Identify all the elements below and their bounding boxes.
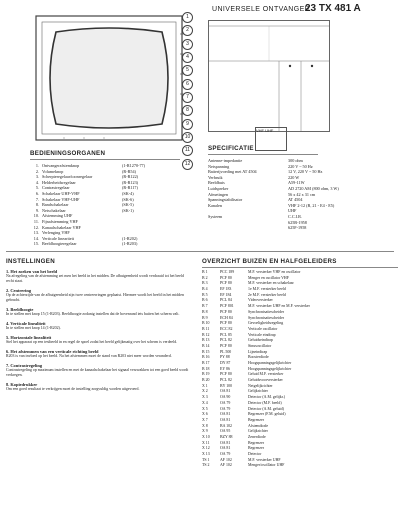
control-label: Helderheidsregelaar bbox=[42, 179, 76, 185]
tube-row bbox=[202, 463, 398, 469]
tube-code: X 5 bbox=[202, 406, 208, 411]
instellingen-section bbox=[6, 258, 192, 392]
tube-code: X 6 bbox=[202, 412, 208, 417]
instelling-title: 8. Kopiedrukker bbox=[6, 382, 38, 387]
tube-function: 2e M.F. versterker beeld bbox=[248, 292, 286, 297]
spec-key: Afmetingen bbox=[208, 191, 229, 197]
tube-type: BZY 88 bbox=[220, 434, 233, 439]
controls-heading: BEDIENINGSORGANEN bbox=[30, 150, 106, 157]
tube-type: OA 81 bbox=[220, 446, 231, 451]
tube-function: Videoversterker bbox=[248, 298, 273, 303]
tube-function: Detector (A.M. gelijkr.) bbox=[248, 395, 286, 400]
tube-code: B 4 bbox=[202, 287, 208, 292]
tube-code: B 2 bbox=[202, 275, 208, 280]
spec-value: 220 W bbox=[288, 174, 300, 180]
tube-type: OA 79 bbox=[220, 400, 231, 405]
callout-marker: 5 bbox=[182, 65, 193, 76]
instelling-title: 5. Horizontale linealiteit bbox=[6, 335, 52, 340]
tube-code: X 8 bbox=[202, 423, 208, 428]
tube-type: BA 102 bbox=[220, 423, 232, 428]
tube-code: X 11 bbox=[202, 440, 210, 445]
instellingen-heading: INSTELLINGEN bbox=[6, 258, 55, 265]
control-ref: (R-R54) bbox=[122, 168, 136, 174]
tube-type: EF 183 bbox=[220, 287, 232, 292]
spec-key: Systeem bbox=[208, 213, 223, 219]
spec-key bbox=[208, 225, 288, 231]
spec-value: UHF bbox=[288, 208, 297, 214]
tube-code: B 1 bbox=[202, 270, 208, 274]
tube-code: B 17 bbox=[202, 361, 210, 365]
instelling-text: Op de achterzijde van de afbuigeenheid zijn twee centreerringen geplaatst. Hiermee wordt het beeld in het midden gebracht. bbox=[6, 293, 184, 302]
tube-type: PCF 80 bbox=[220, 372, 232, 377]
tube-code: X 7 bbox=[202, 417, 208, 422]
tubes-list bbox=[202, 270, 398, 469]
specs-section bbox=[208, 145, 388, 231]
instelling-title: 1. Het zoeken van het beeld bbox=[6, 269, 58, 274]
tube-type: PCF 801 bbox=[220, 304, 234, 309]
specs-heading: SPECIFICATIE bbox=[208, 145, 254, 152]
tube-code: B 8 bbox=[202, 309, 208, 314]
control-ref: (SK-4) bbox=[122, 190, 134, 196]
control-number: 2. bbox=[35, 168, 39, 174]
tube-type: PCF 80 bbox=[220, 321, 232, 326]
spec-key: Kanalen bbox=[208, 202, 222, 208]
spec-key: Spanningstabilisator bbox=[208, 197, 243, 203]
tube-function: Gevoeligheidsregeling bbox=[248, 321, 284, 326]
tube-code: B 9 bbox=[202, 315, 208, 320]
instelling-text: In te stellen met knop 15 (1-R203). Beeldhoogte zodanig instellen dat de bovenrand iets buiten het scherm valt. bbox=[6, 312, 180, 316]
tube-type: PCC 189 bbox=[220, 270, 235, 274]
tube-code: X 12 bbox=[202, 446, 210, 451]
instelling-title: 7. Contrastregeling bbox=[6, 363, 43, 368]
tube-type: OA 90 bbox=[220, 395, 231, 400]
spec-row bbox=[208, 225, 388, 231]
callout-marker: 11 bbox=[182, 145, 193, 156]
tube-function: Sinusoscillator bbox=[248, 343, 272, 348]
tube-code: X 1 bbox=[202, 383, 208, 388]
instellingen-list bbox=[6, 269, 192, 392]
control-number: 10. bbox=[33, 213, 39, 219]
tube-function: Menger/oscillator UHF bbox=[248, 463, 285, 468]
controls-section bbox=[30, 150, 180, 247]
tube-code: B 10 bbox=[202, 321, 210, 326]
document-title: UNIVERSELE ONTVANGER bbox=[212, 6, 311, 13]
tube-function: Gelijkrichter bbox=[248, 389, 268, 394]
tube-code: B 3 bbox=[202, 281, 208, 286]
control-number: 7. bbox=[35, 196, 39, 202]
spec-key: Antenne-impedantie bbox=[208, 158, 243, 163]
tube-code: X 3 bbox=[202, 395, 208, 400]
tube-code: B 5 bbox=[202, 292, 208, 297]
control-ref: (R-R117) bbox=[122, 185, 138, 191]
tube-code: X 13 bbox=[202, 452, 210, 456]
spec-key: Verbruik bbox=[208, 174, 223, 180]
callout-marker: 1 bbox=[182, 12, 193, 23]
tube-function: Synchronisatiescheider bbox=[248, 309, 285, 314]
tube-type: EY 86 bbox=[220, 366, 230, 371]
tube-function: Menger en oscillator VHF bbox=[248, 275, 289, 280]
instelling-title: 4. Verticale linealiteit bbox=[6, 321, 46, 326]
tube-function: Boosterdiode bbox=[248, 355, 269, 360]
tube-type: PCF 80 bbox=[220, 343, 232, 348]
control-ref: (SK-5) bbox=[122, 202, 134, 208]
spec-value: 220 V ~ 50 Hz bbox=[288, 163, 313, 169]
control-ref: (R-R123) bbox=[122, 179, 139, 185]
control-ref: (1-R202) bbox=[122, 235, 138, 241]
control-number: 3. bbox=[35, 174, 39, 180]
control-number: 8. bbox=[35, 202, 39, 208]
control-label: Schakelaar VHF-UHF bbox=[42, 196, 80, 202]
tube-type: OA 81 bbox=[220, 389, 231, 394]
tuner-label: VHF UHF bbox=[256, 128, 274, 133]
tube-code: B 12 bbox=[202, 332, 210, 337]
control-number: 6. bbox=[35, 190, 39, 196]
callout-marker: 8 bbox=[182, 105, 193, 116]
tube-type: AF 102 bbox=[220, 457, 232, 462]
tube-function: M.F. versterker UHF bbox=[248, 457, 281, 462]
tube-code: B 6 bbox=[202, 298, 208, 303]
instelling-title: 3. Beeldhoogte bbox=[6, 307, 34, 312]
instelling-title: 2. Centrering bbox=[6, 288, 32, 293]
instelling-text: Na afregeling van de afstemming zet men het beeld in het midden. De afbuigeenheid wordt verdraaid tot het beeld recht staat. bbox=[6, 274, 184, 283]
tube-function: Hoogspanningsgelijkrichter bbox=[248, 361, 292, 365]
control-ref: (R-R122) bbox=[122, 174, 139, 180]
spec-value: VHF 2-12 (B, 21 - E4 - E5) bbox=[288, 202, 335, 208]
control-label: Scherpteregelaar/toonregelaar bbox=[42, 174, 93, 180]
instelling-text: Contrastregeling op maximum instellen en met de kanaalschakelaar het signaal verzwakken tot een goed beeld wordt verkregen. bbox=[6, 368, 189, 377]
tube-code: B 14 bbox=[202, 343, 210, 348]
model-number: 23 TX 481 A bbox=[305, 3, 361, 14]
tube-function: Hoogspanningsgelijkrichter bbox=[248, 366, 292, 371]
control-panel-diagram bbox=[208, 20, 330, 132]
control-label: Ontvangerafstemknop bbox=[42, 163, 80, 168]
tube-code: B 20 bbox=[202, 378, 210, 383]
tube-function: Begrenzer (F.M. geluid) bbox=[248, 412, 286, 417]
callout-marker: 2 bbox=[182, 25, 193, 36]
callout-marker: 7 bbox=[182, 92, 193, 103]
spec-key: Luidspreker bbox=[208, 185, 229, 191]
tube-function: Zenerdiode bbox=[248, 434, 266, 439]
control-label: Verticale lineariteit bbox=[42, 235, 74, 241]
spec-value: 625B-1958 bbox=[288, 219, 307, 225]
spec-value: 12 V, 220 V ~ 50 Hz bbox=[288, 169, 323, 175]
tube-function: Geluid M.F. versterker bbox=[248, 372, 284, 377]
control-label: Contrastregelaar bbox=[42, 185, 70, 191]
control-number: 13. bbox=[33, 230, 39, 236]
tube-function: Netgelijkrichter bbox=[248, 383, 273, 388]
tube-code: X 10 bbox=[202, 434, 210, 439]
spec-value: C.C.I.R. bbox=[288, 213, 302, 219]
tube-code: B 16 bbox=[202, 355, 210, 360]
tube-code: X 4 bbox=[202, 400, 208, 405]
tube-type: PCL 82 bbox=[220, 378, 232, 383]
callout-marker: 12 bbox=[182, 159, 193, 170]
tube-type: PL 500 bbox=[220, 349, 232, 354]
tubes-heading: OVERZICHT BUIZEN EN HALFGELEIDERS bbox=[202, 258, 337, 265]
television-illustration bbox=[34, 14, 184, 142]
spec-key: Beeldbuis bbox=[208, 180, 225, 186]
tube-code: B 11 bbox=[202, 326, 210, 331]
control-label: Afstemming UHF bbox=[42, 213, 73, 219]
control-label: Netschakelaar bbox=[42, 207, 66, 213]
tube-type: AF 102 bbox=[220, 463, 232, 468]
tube-code: X 9 bbox=[202, 429, 208, 434]
control-number: 14. bbox=[33, 235, 39, 241]
control-label: Bandschakelaar bbox=[42, 202, 69, 208]
tube-type: OA 79 bbox=[220, 406, 231, 411]
callout-marker: 3 bbox=[182, 39, 193, 50]
tube-type: PCF 80 bbox=[220, 281, 232, 286]
specs-list bbox=[208, 158, 388, 231]
control-ref: (1-R1270-77) bbox=[122, 163, 146, 168]
tube-function: Detector (A.M. geluid) bbox=[248, 406, 284, 411]
tube-code: B 7 bbox=[202, 304, 208, 309]
tube-function: M.F. versterker UHF en M.F. versterker bbox=[248, 304, 310, 309]
control-label: Fijnafstemming VHF bbox=[42, 218, 78, 224]
tube-function: Begrenzer bbox=[248, 417, 264, 422]
tube-type: OA 95 bbox=[220, 429, 231, 434]
control-number: 4. bbox=[35, 179, 39, 185]
tube-function: Detector bbox=[248, 452, 262, 456]
tube-function: Geluidseindtrap bbox=[248, 338, 273, 343]
control-number: 1. bbox=[35, 163, 39, 168]
spec-value: 56 x 42 x 31 cm bbox=[288, 191, 316, 197]
control-label: Kanaalschakelaar VHF bbox=[42, 224, 81, 230]
tube-type: BY 100 bbox=[220, 383, 233, 388]
tube-function: Detector (M.F. beeld) bbox=[248, 400, 282, 405]
tube-function: M.F. versterker VHF en oscillator bbox=[248, 270, 301, 274]
callout-marker: 10 bbox=[182, 132, 193, 143]
spec-value: AD 2720 AM (800 ohm, 3 W) bbox=[288, 185, 339, 191]
control-label: Beeldhoogteregelaar bbox=[42, 241, 77, 247]
tube-type: PCF 80 bbox=[220, 309, 232, 314]
tube-function: 1e M.F. versterker beeld bbox=[248, 287, 286, 292]
tube-function: Lijneindtrap bbox=[248, 349, 268, 354]
tube-type: PCL 84 bbox=[220, 298, 232, 303]
tube-type: PY 88 bbox=[220, 355, 230, 360]
control-number: 11. bbox=[33, 218, 39, 224]
tube-type: OA 79 bbox=[220, 452, 231, 456]
tube-type: OA 81 bbox=[220, 412, 231, 417]
spec-value: AT 4504 bbox=[288, 197, 303, 203]
control-ref: (SK-6) bbox=[122, 196, 134, 202]
control-ref: (1-R203) bbox=[122, 241, 138, 247]
tube-type: ECH 84 bbox=[220, 315, 233, 320]
tube-function: Verticale oscillator bbox=[248, 326, 278, 331]
callout-marker: 4 bbox=[182, 52, 193, 63]
tubes-section bbox=[202, 258, 398, 469]
tube-code: X 2 bbox=[202, 389, 208, 394]
instelling-text: R203 is van invloed op het beeld. Na het afstemmen moet de stand van R203 niet meer worden veranderd. bbox=[6, 354, 172, 358]
control-row bbox=[30, 241, 180, 247]
tube-code: TS 2 bbox=[202, 463, 210, 468]
control-number: 15. bbox=[33, 241, 39, 247]
control-label: Volumeknop bbox=[42, 168, 64, 174]
tube-code: B 19 bbox=[202, 372, 210, 377]
callout-column bbox=[182, 12, 198, 172]
control-number: 5. bbox=[35, 185, 39, 191]
tube-function: Begrenzer bbox=[248, 446, 264, 451]
tube-type: DY 87 bbox=[220, 361, 231, 365]
spec-key: Batterijvoeding met AT 4504 bbox=[208, 169, 257, 175]
control-number: 9. bbox=[35, 207, 39, 213]
tube-code: B 15 bbox=[202, 349, 210, 354]
tube-code: TS 1 bbox=[202, 457, 210, 462]
tube-code: B 13 bbox=[202, 338, 210, 343]
tube-function: M.F. versterker en schakelaar bbox=[248, 281, 294, 286]
control-label: Verlenging VHF bbox=[42, 230, 70, 236]
instelling-text: Stel het apparaat op een testbeeld in en regel de spoel zodat het beeld gelijkmatig over het scherm is verdeeld. bbox=[6, 340, 178, 344]
instelling-text: In te stellen met knop 14 (1-R202). bbox=[6, 326, 61, 330]
tube-type: OA 81 bbox=[220, 440, 231, 445]
spec-value: 300 ohm bbox=[288, 158, 303, 163]
control-ref: (SK-1) bbox=[122, 207, 134, 213]
spec-value: A59-11W bbox=[288, 180, 305, 186]
tube-type: PCL 85 bbox=[220, 332, 232, 337]
section-divider bbox=[6, 251, 394, 252]
tube-type: EF 184 bbox=[220, 292, 232, 297]
spec-value: 625F-1958 bbox=[288, 225, 307, 231]
tube-type: OA 81 bbox=[220, 417, 231, 422]
tube-function: Verticale eindtrap bbox=[248, 332, 276, 337]
tube-function: Begrenzer bbox=[248, 440, 264, 445]
instelling-text: Om een goed resultaat te verkrijgen moet de instelling zorgvuldig worden uitgevoerd. bbox=[6, 387, 140, 391]
instelling-title: 6. Het afstemmen van een verticale richting beeld bbox=[6, 349, 99, 354]
tube-function: Gelijkrichter bbox=[248, 429, 268, 434]
callout-marker: 9 bbox=[182, 119, 193, 130]
tube-type: PCL 82 bbox=[220, 338, 232, 343]
tube-type: ECC 82 bbox=[220, 326, 233, 331]
tube-function: Afstemdiode bbox=[248, 423, 269, 428]
tube-function: Geluidsvoorversterker bbox=[248, 378, 283, 383]
tube-function: Synchronisatiescheider bbox=[248, 315, 285, 320]
tube-code: B 18 bbox=[202, 366, 210, 371]
controls-list bbox=[30, 163, 180, 247]
spec-key: Netspanning bbox=[208, 163, 230, 169]
tube-type: PCF 80 bbox=[220, 275, 232, 280]
control-number: 12. bbox=[33, 224, 39, 230]
callout-marker: 6 bbox=[182, 79, 193, 90]
control-label: Schakelaar UHF-VHF bbox=[42, 190, 80, 196]
